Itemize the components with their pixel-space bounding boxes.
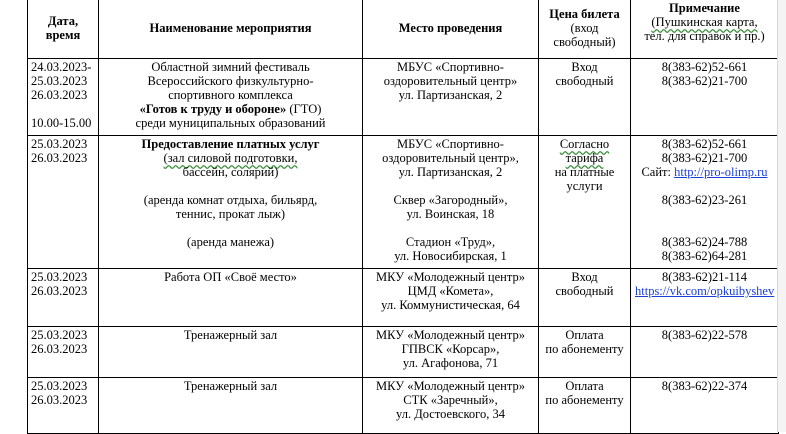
price-line: Вход xyxy=(571,270,598,284)
place-line: МБУС «Спортивно- xyxy=(397,60,504,74)
place-line: МБУС «Спортивно- xyxy=(397,137,504,151)
table-row xyxy=(28,327,779,378)
event-title: Предоставление платных услуг xyxy=(141,137,320,151)
table-row xyxy=(28,136,779,269)
header-price xyxy=(539,0,631,59)
place-line: ул. Коммунистическая, 64 xyxy=(381,298,520,312)
event-line: Всероссийского физкультурно- xyxy=(147,74,314,88)
note-cell xyxy=(631,378,779,434)
place-line: СТК «Заречный», xyxy=(403,393,498,407)
price-cell xyxy=(539,378,631,434)
event-tail: (ГТО) xyxy=(286,102,322,116)
event-line: Областной зимний фестиваль xyxy=(151,60,310,74)
price-line: Оплата xyxy=(565,328,604,342)
site-link[interactable]: http://pro-olimp.ru xyxy=(674,165,768,179)
header-price-title: Цена билета xyxy=(549,6,620,21)
phone: 8(383-62)21-114 xyxy=(662,270,747,284)
header-date-line: время xyxy=(45,27,81,42)
vk-line xyxy=(635,284,774,298)
event-line: спортивного комплекса xyxy=(168,88,293,102)
date-line: 26.03.2023 xyxy=(31,342,88,356)
vk-link[interactable]: https://vk.com/opkuibyshev xyxy=(635,284,775,298)
event-cell xyxy=(99,59,363,136)
date-cell xyxy=(28,59,99,136)
place-cell xyxy=(363,59,539,136)
event-line: бассейн, солярий) xyxy=(182,165,279,179)
phone: 8(383-62)22-374 xyxy=(661,379,748,393)
date-cell xyxy=(28,136,99,269)
date-line: 25.03.2023 xyxy=(31,328,88,342)
header-date-line: Дата, xyxy=(47,13,79,28)
date-line: 26.03.2023 xyxy=(31,88,88,102)
date-line: 26.03.2023 xyxy=(31,284,88,298)
place-line: Стадион «Труд», xyxy=(405,235,496,249)
events-table xyxy=(27,0,779,434)
event-line: среди муниципальных образований xyxy=(135,116,326,130)
date-line: 25.03.2023 xyxy=(31,270,88,284)
header-place: Место проведения xyxy=(363,0,539,59)
event-line: Тренажерный зал xyxy=(183,328,278,342)
place-line: ул. Воинская, 18 xyxy=(406,207,495,221)
place-line: ЦМД «Комета», xyxy=(407,284,494,298)
phone: 8(383-62)52-661 xyxy=(661,137,748,151)
header-price-line: (вход xyxy=(570,20,599,35)
place-cell xyxy=(363,269,539,327)
header-note-sub: тел. для справок и пр.) xyxy=(644,29,765,43)
event-cell xyxy=(99,378,363,434)
phone: 8(383-62)64-281 xyxy=(661,249,748,263)
event-line xyxy=(103,102,358,116)
event-line: (аренда комнат отдыха, бильярд, xyxy=(143,193,318,207)
price-line: на платные xyxy=(554,165,615,179)
date-line: 26.03.2023 xyxy=(31,151,88,165)
place-line: МКУ «Молодежный центр» xyxy=(376,328,525,342)
price-cell xyxy=(539,327,631,378)
place-line: оздоровительный центр», xyxy=(382,151,519,165)
note-cell xyxy=(631,327,779,378)
header-date xyxy=(28,0,99,59)
event-line: Работа ОП «Своё место» xyxy=(164,270,297,284)
header-note-title: Примечание xyxy=(669,1,740,15)
phone: 8(383-62)23-261 xyxy=(661,193,748,207)
place-line: оздоровительный центр» xyxy=(383,74,518,88)
date-cell xyxy=(28,378,99,434)
price-line: свободный xyxy=(555,284,614,298)
phone: 8(383-62)21-700 xyxy=(661,74,748,88)
price-line: тарифа xyxy=(565,151,604,165)
event-line: Тренажерный зал xyxy=(183,379,278,393)
event-cell xyxy=(99,269,363,327)
event-bold: «Готов к труду и обороне» xyxy=(139,102,287,116)
header-event: Наименование мероприятия xyxy=(99,0,363,59)
table-row xyxy=(28,59,779,136)
event-line: (зал силовой подготовки, xyxy=(163,151,298,165)
place-line: ГПВСК «Корсар», xyxy=(401,342,500,356)
place-line: МКУ «Молодежный центр» xyxy=(376,379,525,393)
date-cell xyxy=(28,269,99,327)
place-line: ул. Партизанская, 2 xyxy=(398,88,503,102)
date-line: 25.03.2023 xyxy=(31,74,88,88)
price-line: по абонементу xyxy=(545,393,624,407)
event-line: (аренда манежа) xyxy=(186,235,275,249)
place-line: МКУ «Молодежный центр» xyxy=(376,270,525,284)
table-header-row xyxy=(28,0,779,59)
header-note-sub: (Пушкинская карта, xyxy=(651,15,758,29)
phone: 8(383-62)24-788 xyxy=(661,235,748,249)
place-cell xyxy=(363,378,539,434)
event-cell xyxy=(99,136,363,269)
table-row xyxy=(28,378,779,434)
place-line: ул. Новосибирская, 1 xyxy=(394,249,507,263)
place-cell xyxy=(363,136,539,269)
phone: 8(383-62)22-578 xyxy=(661,328,748,342)
note-cell xyxy=(631,136,779,269)
header-price-line: свободный) xyxy=(553,34,616,49)
place-line: ул. Достоевского, 34 xyxy=(396,407,505,421)
price-cell xyxy=(539,59,631,136)
site-line xyxy=(635,165,774,179)
price-line: свободный xyxy=(555,74,614,88)
date-line: 24.03.2023- xyxy=(31,60,92,74)
time-line: 10.00-15.00 xyxy=(31,116,92,130)
table-row xyxy=(28,269,779,327)
note-cell xyxy=(631,269,779,327)
scroll-edge xyxy=(777,0,786,432)
note-cell xyxy=(631,59,779,136)
phone: 8(383-62)21-700 xyxy=(661,151,748,165)
header-note xyxy=(631,0,779,59)
event-line: теннис, прокат лыж) xyxy=(175,207,286,221)
price-line: услуги xyxy=(566,179,603,193)
price-line: Вход xyxy=(571,60,598,74)
place-cell xyxy=(363,327,539,378)
place-line: Сквер «Загородный», xyxy=(393,193,508,207)
price-cell xyxy=(539,269,631,327)
phone: 8(383-62)52-661 xyxy=(661,60,748,74)
site-label: Сайт: xyxy=(641,165,675,179)
price-line: Оплата xyxy=(565,379,604,393)
place-line: ул. Партизанская, 2 xyxy=(398,165,503,179)
price-line: Согласно xyxy=(559,137,610,151)
event-cell xyxy=(99,327,363,378)
date-cell xyxy=(28,327,99,378)
date-line: 26.03.2023 xyxy=(31,393,88,407)
date-line: 25.03.2023 xyxy=(31,137,88,151)
place-line: ул. Агафонова, 71 xyxy=(402,356,499,370)
price-line: по абонементу xyxy=(545,342,624,356)
price-cell xyxy=(539,136,631,269)
date-line: 25.03.2023 xyxy=(31,379,88,393)
